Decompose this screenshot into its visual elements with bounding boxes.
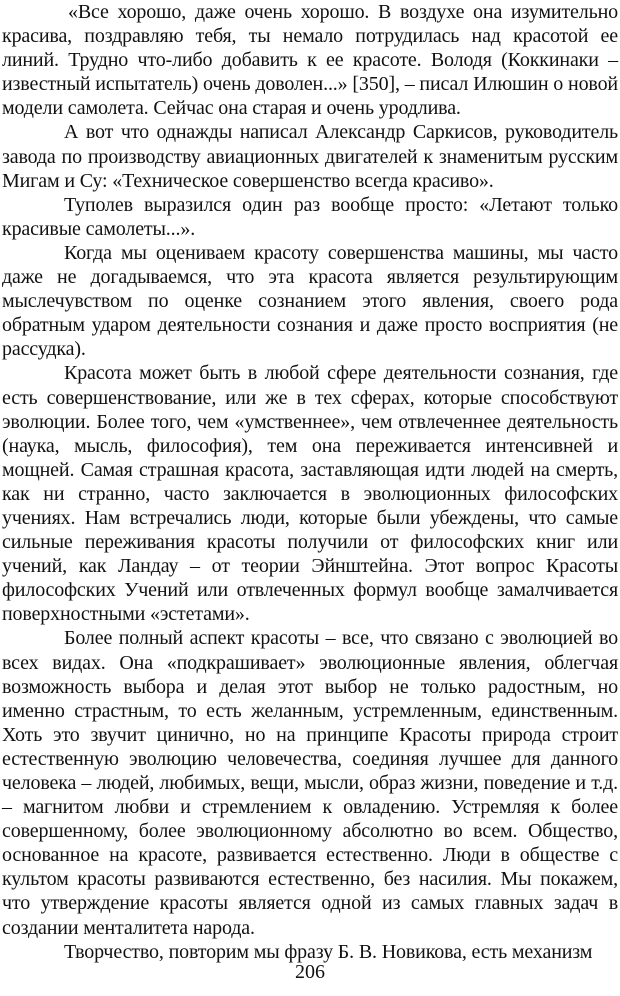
paragraph: Более полный аспект красоты – все, что связано с эволюцией во всех видах. Она «подкрашивает» эволюционные явления, облегчая возможность выбора и делая этот выбор не только радостным, но именно страстным, то есть желанным, устремленным, единственным. Хоть это звучит цинично, но на принципе Красоты природа строит естественную эволюцию человечества, соединяя лучшее для данного человека – людей, любимых, вещи, мысли, образ жизни, поведение и т.д. – магнитом любви и стремлением к овладению. Устремляя к более совершенному, более эволюционному абсолютно во всем. Общество, основанное на красоте, развивается естественно. Люди в обществе с культом красоты развиваются естественно, без насилия. Мы покажем, что утверждение красоты является одной из самых главных задач в создании менталитета народа. [2, 627, 618, 939]
paragraph: Творчество, повторим мы фразу Б. В. Новикова, есть механизм [64, 940, 593, 963]
body-text [2, 0, 618, 964]
paragraph: А вот что однажды написал Александр Саркисов, руководитель завода по производству авиационных двигателей к знаменитым русским Мигам и Су: «Техническое совершенство всегда красиво». [2, 121, 618, 192]
paragraph: Красота может быть в любой сфере деятельности сознания, где есть совершенствование, или же в тех сферах, которые способствуют эволюции. Более того, чем «умственнее», чем отвлеченнее деятельность (наука, мысль, философия), тем она переживается интенсивней и мощней. Самая страшная красота, заставляющая идти людей на смерть, как ни странно, часто заключается в эволюционных философских учениях. Нам встречались люди, которые были убеждены, что самые сильные переживания красоты получили от философских книг или учений, как Ландау – от теории Эйнштейна. Этот вопрос Красоты философских Учений или отвлеченных формул вообще замалчивается поверхностными «эстетами». [2, 362, 618, 626]
paragraph: «Все хорошо, даже очень хорошо. В воздухе она изумительно красива, поздравляю тебя, ты немало потрудилась над красотой ее линий. Трудно что-либо добавить к ее красоте. Володя (Коккинаки – известный испытатель) очень доволен...» [350], – писал Илюшин о новой модели самолета. Сейчас она старая и очень уродлива. [2, 1, 618, 120]
paragraph: Туполев выразился один раз вообще просто: «Летают только красивые самолеты...». [2, 193, 618, 240]
page-number: 206 [295, 961, 325, 983]
paragraph: Когда мы оцениваем красоту совершенства машины, мы часто даже не догадываемся, что эта красота является результирующим мыслечувством по оценке сознанием этого явления, своего рода обратным ударом деятельности сознания и даже просто восприятия (не рассудка). [2, 241, 618, 361]
